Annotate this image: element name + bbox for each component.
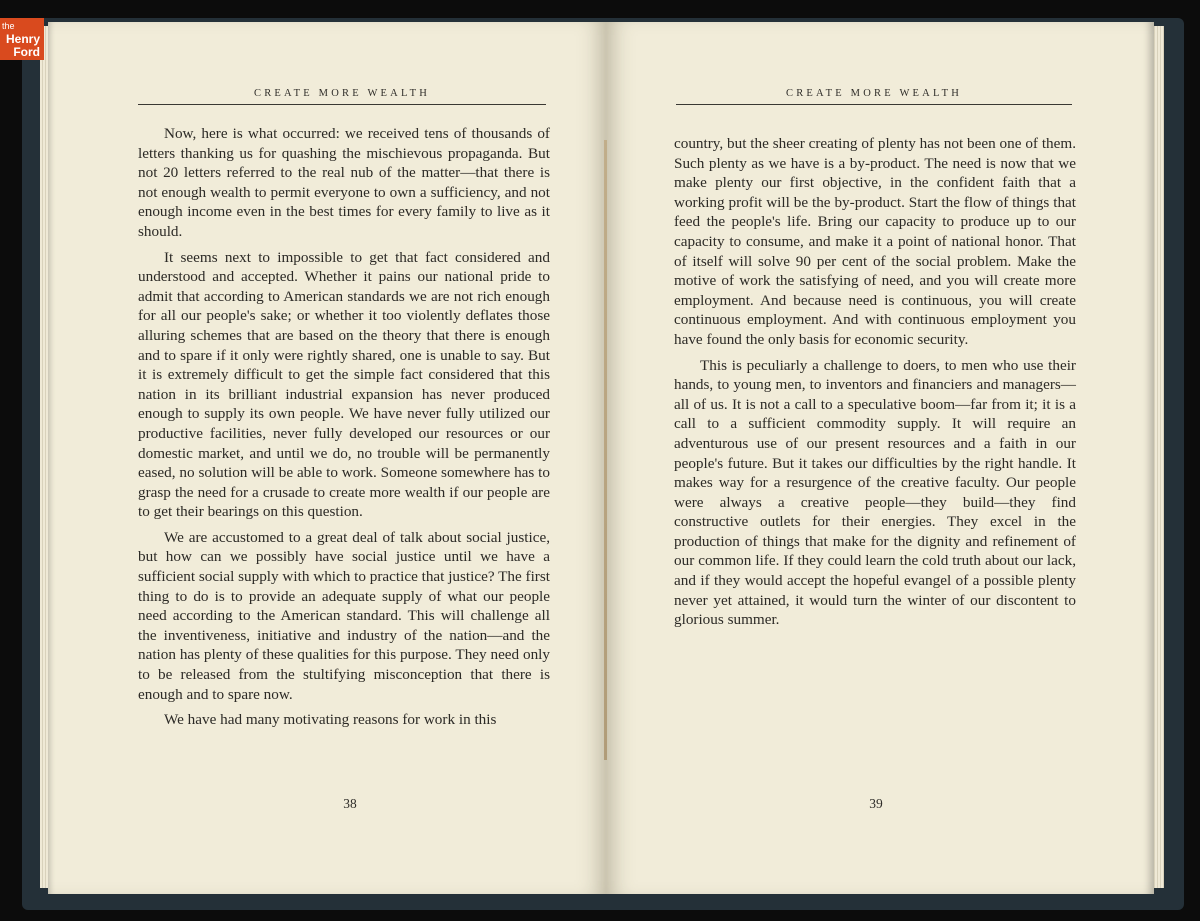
left-paragraph-4: We have had many motivating reasons for work in this bbox=[164, 711, 497, 729]
henry-ford-logo: the Henry Ford bbox=[0, 18, 44, 60]
right-running-header: CREATE MORE WEALTH bbox=[785, 88, 963, 99]
page-edges-right bbox=[1154, 26, 1164, 888]
left-running-header: CREATE MORE WEALTH bbox=[253, 88, 431, 99]
right-page-number: 39 bbox=[869, 796, 883, 811]
left-page-number: 38 bbox=[343, 796, 357, 811]
left-paragraph-1: Now, here is what occurred: we received tens of thousands of letters thanking us for quashing the mischievous propaganda. But not 20 letters referred to the real nub of the matter—that there is not enough wealth to permit everyone to own a sufficiency, and not enough income even in the best times for every family to live as it should. bbox=[138, 125, 550, 240]
right-paragraph-1: country, but the sheer creating of plenty has not been one of them. Such plenty as we have is a by-product. The need is now that we make plenty our first objective, in the confident faith that a working profit will be the by-product. Start the flow of things that feed the people's life. Bring our capacity to produce up to our capacity to consume, and make it a point of national honor. That of itself will solve 90 per cent of the social problem. Make the motive of work the satisfying of need, and you will create more employment. And because need is continuous, you will create continuous employment. And with continuous employment you have found the only basis for economic security. bbox=[674, 135, 1076, 348]
left-page-text bbox=[138, 124, 550, 730]
page-edges-left bbox=[40, 26, 48, 888]
left-paragraph-3: We are accustomed to a great deal of talk about social justice, but how can we possibly have social justice until we have a sufficient social supply with which to practice that justice? The first thing to do is to provide an adequate supply of what our people need according to the American standard. This will challenge all the inventiveness, initiative and industry of the nation—and the nation has plenty of these qualities for this purpose. They need only to be released from the stultifying misconception that there is enough and to spare now. bbox=[138, 528, 550, 703]
right-paragraph-2: This is peculiarly a challenge to doers, to men who use their hands, to young men, to inventors and financiers and managers—all of us. It is not a call to a speculative boom—far from it; it is a call to a sufficient commodity supply. It will require an adventurous use of our present resources and a faith in our people's future. But it takes our difficulties by the right handle. It makes way for a resurgence of the creative faculty. Our people were always a creative people—they build—they find constructive outlets for their energies. They excel in the production of things that make for the dignity and refinement of our common life. If they could learn the cold truth about our lack, and if they would accept the hopeful evangel of a possible plenty never yet attained, it would turn the winter of our discontent to glorious summer. bbox=[674, 356, 1076, 629]
binding-thread bbox=[604, 140, 607, 760]
right-page-text bbox=[674, 134, 1076, 630]
left-paragraph-2: It seems next to impossible to get that fact considered and understood and accepted. Whether it pains our national pride to admit that according to American standards we are not rich enough for all our people's sake; or whether it too violently deflates those alluring schemes that are based on the theory that there is enough and to spare if it only were rightly shared, one is unable to say. But it is extremely difficult to get the simple fact considered that this nation in its brilliant industrial expansion has never produced enough to supply its own people. We have never fully utilized our productive facilities, never fully developed our resources or our domestic market, and until we do, no trouble will be permanently eased, no solution will be able to work. Someone somewhere has to grasp the need for a crusade to create more wealth if our people are to get their bearings on this question. bbox=[138, 248, 550, 521]
left-header-rule bbox=[138, 104, 546, 105]
right-header-rule bbox=[676, 104, 1072, 105]
